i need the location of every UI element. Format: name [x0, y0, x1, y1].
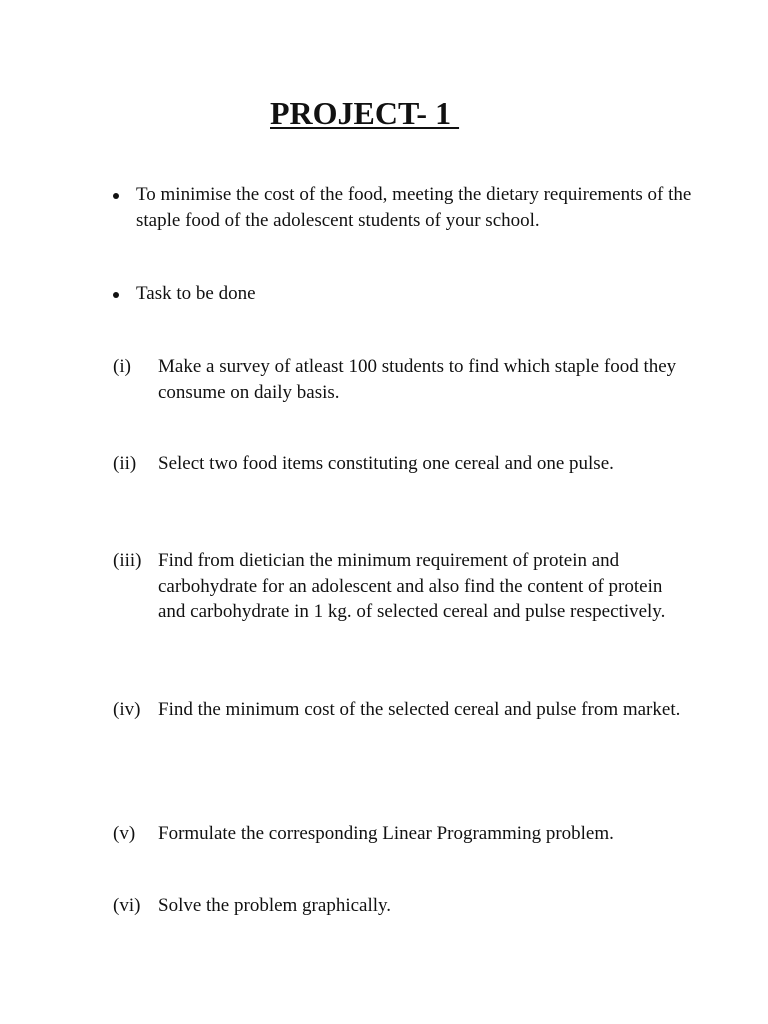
step-item-2 — [113, 451, 693, 477]
step-number: (v) — [113, 823, 136, 844]
bullet-item-objective — [113, 182, 693, 234]
page-title: PROJECT- 1 — [270, 95, 460, 131]
step-item-4 — [113, 697, 693, 723]
bullet-dot-icon — [113, 292, 119, 298]
step-item-1 — [113, 354, 693, 405]
bullet-text: To minimise the cost of the food, meeting the dietary requirements of the staple food of the adolescent students of your school. — [136, 184, 692, 231]
step-item-5 — [113, 821, 693, 847]
step-item-6 — [113, 893, 693, 919]
step-text: Solve the problem graphically. — [158, 895, 392, 916]
step-number: (iii) — [113, 550, 142, 571]
step-number: (iv) — [113, 699, 141, 720]
bullet-dot-icon — [113, 193, 119, 199]
step-number: (i) — [113, 356, 131, 377]
step-text: Find from dietician the minimum requirement of protein and carbohydrate for an adolescent and also find the content of protein and carbohydrate in 1 kg. of selected cereal and pulse respectively. — [158, 550, 666, 622]
step-number: (ii) — [113, 453, 137, 474]
bullet-item-task — [113, 281, 693, 307]
step-text: Find the minimum cost of the selected cereal and pulse from market. — [158, 699, 681, 720]
step-text: Formulate the corresponding Linear Programming problem. — [158, 823, 614, 844]
step-text: Select two food items constituting one cereal and one pulse. — [158, 453, 614, 474]
bullet-text: Task to be done — [136, 283, 256, 304]
step-text: Make a survey of atleast 100 students to find which staple food they consume on daily basis. — [158, 356, 677, 403]
step-number: (vi) — [113, 895, 141, 916]
step-item-3 — [113, 548, 693, 625]
